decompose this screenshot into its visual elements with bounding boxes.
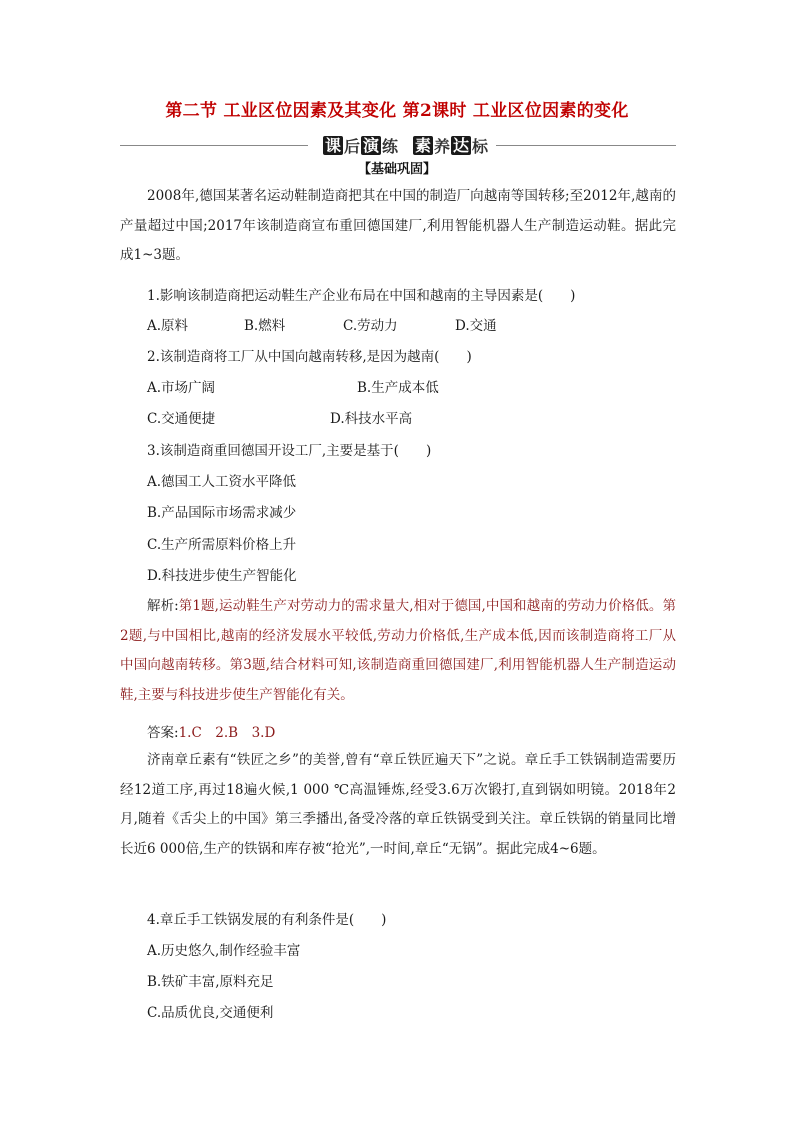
section-heading: 【基础巩固】 [357,162,436,177]
option-a: A.市场广阔 [147,380,216,396]
question-stem: 1.影响该制造商把运动鞋生产企业布局在中国和越南的主导因素是( ) [147,288,576,304]
option-b: B.生产成本低 [357,380,439,396]
material-paragraph: 2008年,德国某著名运动鞋制造商把其在中国的制造厂向越南等国转移;至2012年,越南的产量超过中国;2017年该制造商宣布重回德国建厂,利用智能机器人生产制造运动鞋。据此完成1~3题。 [120,188,676,263]
option-d: D.科技进步使生产智能化 [147,568,297,584]
option-b: B.铁矿丰富,原料充足 [147,974,274,990]
option-b: B.产品国际市场需求减少 [147,505,297,521]
banner-char: 素 [415,135,432,155]
banner-rule-left [120,145,308,146]
option-c: C.劳动力 [343,318,398,334]
banner-rule-right [496,145,676,146]
question-stem: 3.该制造商重回德国开设工厂,主要是基于( ) [147,443,432,459]
banner-char: 演 [362,135,379,155]
option-c: C.品质优良,交通便利 [147,1005,274,1021]
banner-char: 标 [472,136,489,156]
analysis-label: 解析: [147,598,179,614]
option-a: A.德国工人工资水平降低 [147,474,297,490]
answer-label: 答案: [147,725,179,741]
page-title: 第二节 工业区位因素及其变化 第2课时 工业区位因素的变化 [165,101,629,121]
analysis-text: 第1题,运动鞋生产对劳动力的需求量大,相对于德国,中国和越南的劳动力价格低。第2题,与中国相比,越南的经济发展水平较低,劳动力价格低,生产成本低,因而该制造商将工厂从中国向越南转移。第3题,结合材料可知,该制造商重回德国建厂,利用智能机器人生产制造运动鞋,主要与科技进步使生产智能化有关。 [120,598,676,703]
option-b: B.燃料 [244,318,286,334]
question-stem: 2.该制造商将工厂从中国向越南转移,是因为越南( ) [147,349,472,365]
question-stem: 4.章丘手工铁锅发展的有利条件是( ) [147,912,387,928]
material-paragraph: 济南章丘素有“铁匠之乡”的美誉,曾有“章丘铁匠遍天下”之说。章丘手工铁锅制造需要历经12道工序,再过18遍火候,1 000 ℃高温锤炼,经受3.6万次锻打,直到锅如明镜。2018年2月,随着《舌尖上的中国》第三季播出,备受冷落的章丘铁锅受到关注。章丘铁锅的销量同比增长近6 000倍,生产的铁锅和库存被“抢光”,一时间,章丘“无锅”。据此完成4~6题。 [120,752,676,857]
option-c: C.生产所需原料价格上升 [147,537,297,553]
banner-char: 练 [381,136,398,156]
option-a: A.原料 [147,318,189,334]
answer-text: 1.C 2.B 3.D [178,725,276,741]
option-d: D.科技水平高 [330,411,413,427]
banner-char: 后 [343,136,360,156]
banner-char: 达 [453,135,470,155]
banner-char: 课 [324,135,341,155]
option-a: A.历史悠久,制作经验丰富 [147,943,301,959]
analysis-paragraph [120,592,676,710]
answer-line [147,721,275,741]
banner-label [310,132,500,158]
option-c: C.交通便捷 [147,411,216,427]
banner-char: 养 [434,136,451,156]
section-banner [120,132,676,158]
option-d: D.交通 [455,318,497,334]
